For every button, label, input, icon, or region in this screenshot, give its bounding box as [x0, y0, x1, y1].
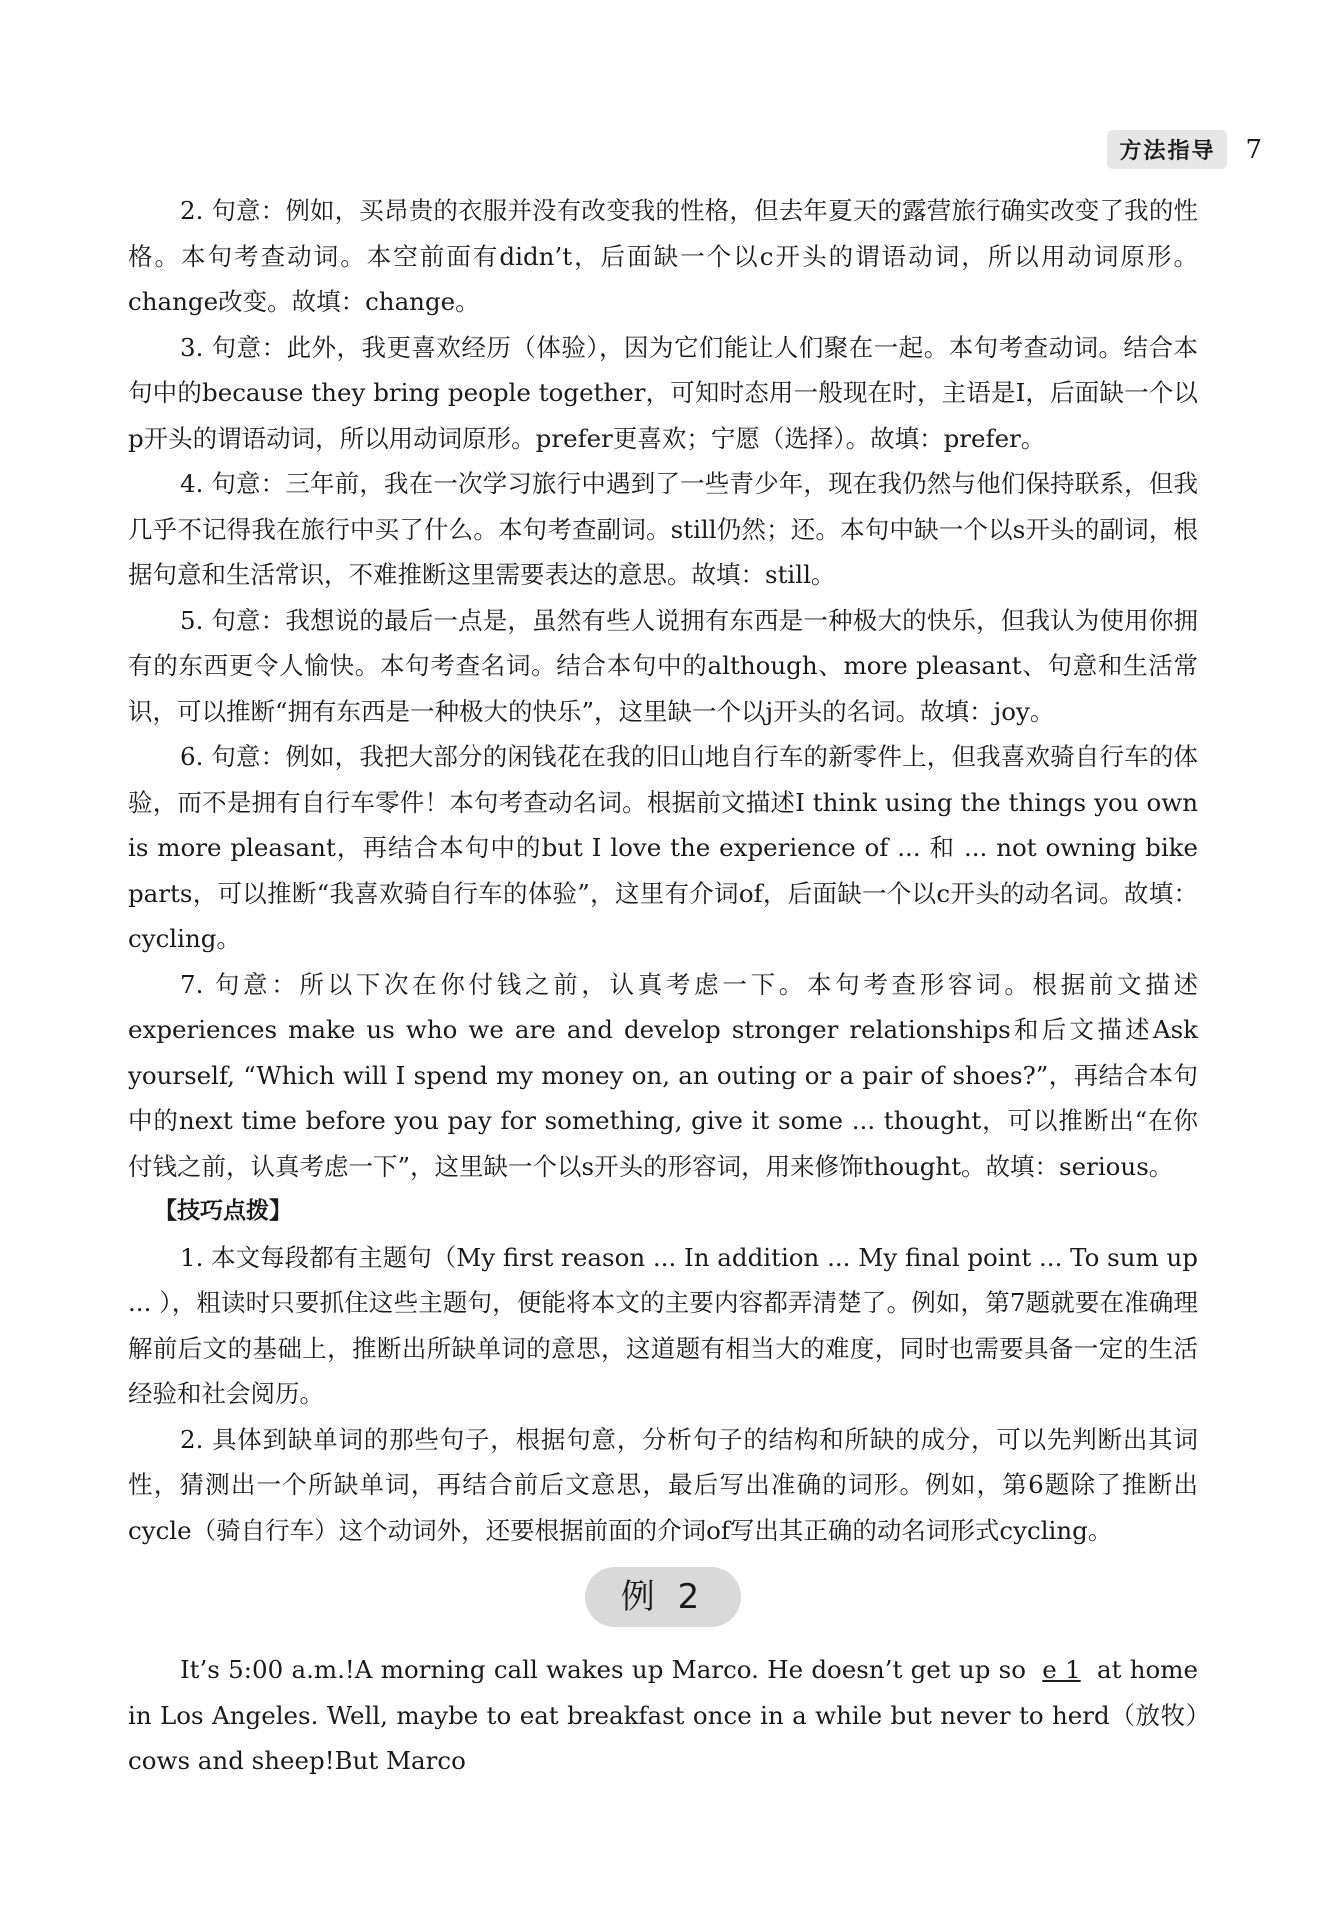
- tips-item-1: 1. 本文每段都有主题句（My first reason ... In addition ... My final point ... To sum up ... ），粗读时只要抓住这些主题句，便能将本文的主要内容都弄清楚了。例如，第7题就要在准确理解前后文的基础上，推断出所缺单词的意思，这道题有相当大的难度，同时也需要具备一定的生活经验和社会阅历。: [128, 1242, 1198, 1408]
- explanation-paragraph-5: 5. 句意：我想说的最后一点是，虽然有些人说拥有东西是一种极大的快乐，但我认为使用你拥有的东西更令人愉快。本句考查名词。结合本句中的although、more pleasant、句意和生活常识，可以推断“拥有东西是一种极大的快乐”，这里缺一个以j开头的名词。故填：joy。: [128, 605, 1198, 726]
- example-header: [128, 1567, 1198, 1637]
- example-blank-1: e 1: [1042, 1655, 1081, 1684]
- explanation-paragraph-4: 4. 句意：三年前，我在一次学习旅行中遇到了一些青少年，现在我仍然与他们保持联系，但我几乎不记得我在旅行中买了什么。本句考查副词。still仍然；还。本句中缺一个以s开头的副词，根据句意和生活常识，不难推断这里需要表达的意思。故填：still。: [128, 469, 1198, 589]
- section-title: 方法指导: [1107, 130, 1227, 169]
- page-header: [1107, 130, 1262, 169]
- example-text-start: It’s 5:00 a.m.!A morning call wakes up Marco. He doesn’t get up so: [180, 1655, 1035, 1684]
- explanation-paragraph-7: 7. 句意：所以下次在你付钱之前，认真考虑一下。本句考查形容词。根据前文描述experiences make us who we are and develop stronger relationships和后文描述Ask yourself, “Which will I spend my money on, an outing or a pair of shoes?”，再结合本句中的next time before you pay for something, give it some ... thought，可以推断出“在你付钱之前，认真考虑一下”，这里缺一个以s开头的形容词，用来修饰thought。故填：serious。: [128, 969, 1198, 1181]
- example-text-end: at home in Los Angeles. Well, maybe to eat breakfast once in a while but never to herd（放牧）cows and sheep!But Marco: [128, 1655, 1198, 1775]
- explanation-paragraph-2: 2. 句意：例如，买昂贵的衣服并没有改变我的性格，但去年夏天的露营旅行确实改变了我的性格。本句考查动词。本空前面有didn’t，后面缺一个以c开头的谓语动词，所以用动词原形。change改变。故填：change。: [128, 196, 1198, 316]
- explanation-paragraph-3: 3. 句意：此外，我更喜欢经历（体验），因为它们能让人们聚在一起。本句考查动词。结合本句中的because they bring people together，可知时态用一般现在时，主语是I，后面缺一个以p开头的谓语动词，所以用动词原形。prefer更喜欢；宁愿（选择）。故填：prefer。: [128, 332, 1198, 453]
- example-badge: 例 2: [585, 1567, 741, 1627]
- example-passage: [128, 1647, 1198, 1784]
- page-body: [128, 188, 1198, 1784]
- tips-item-2: 2. 具体到缺单词的那些句子，根据句意，分析句子的结构和所缺的成分，可以先判断出其词性，猜测出一个所缺单词，再结合前后文意思，最后写出准确的词形。例如，第6题除了推断出cycle（骑自行车）这个动词外，还要根据前面的介词of写出其正确的动名词形式cycling。: [128, 1424, 1198, 1545]
- page-number: 7: [1245, 134, 1262, 165]
- explanation-paragraph-6: 6. 句意：例如，我把大部分的闲钱花在我的旧山地自行车的新零件上，但我喜欢骑自行车的体验，而不是拥有自行车零件！本句考查动名词。根据前文描述I think using the things you own is more pleasant，再结合本句中的but I love the experience of ... 和 ... not owning bike parts，可以推断“我喜欢骑自行车的体验”，这里有介词of，后面缺一个以c开头的动名词。故填：cycling。: [128, 742, 1198, 953]
- tips-heading: 【技巧点拨】: [154, 1198, 292, 1224]
